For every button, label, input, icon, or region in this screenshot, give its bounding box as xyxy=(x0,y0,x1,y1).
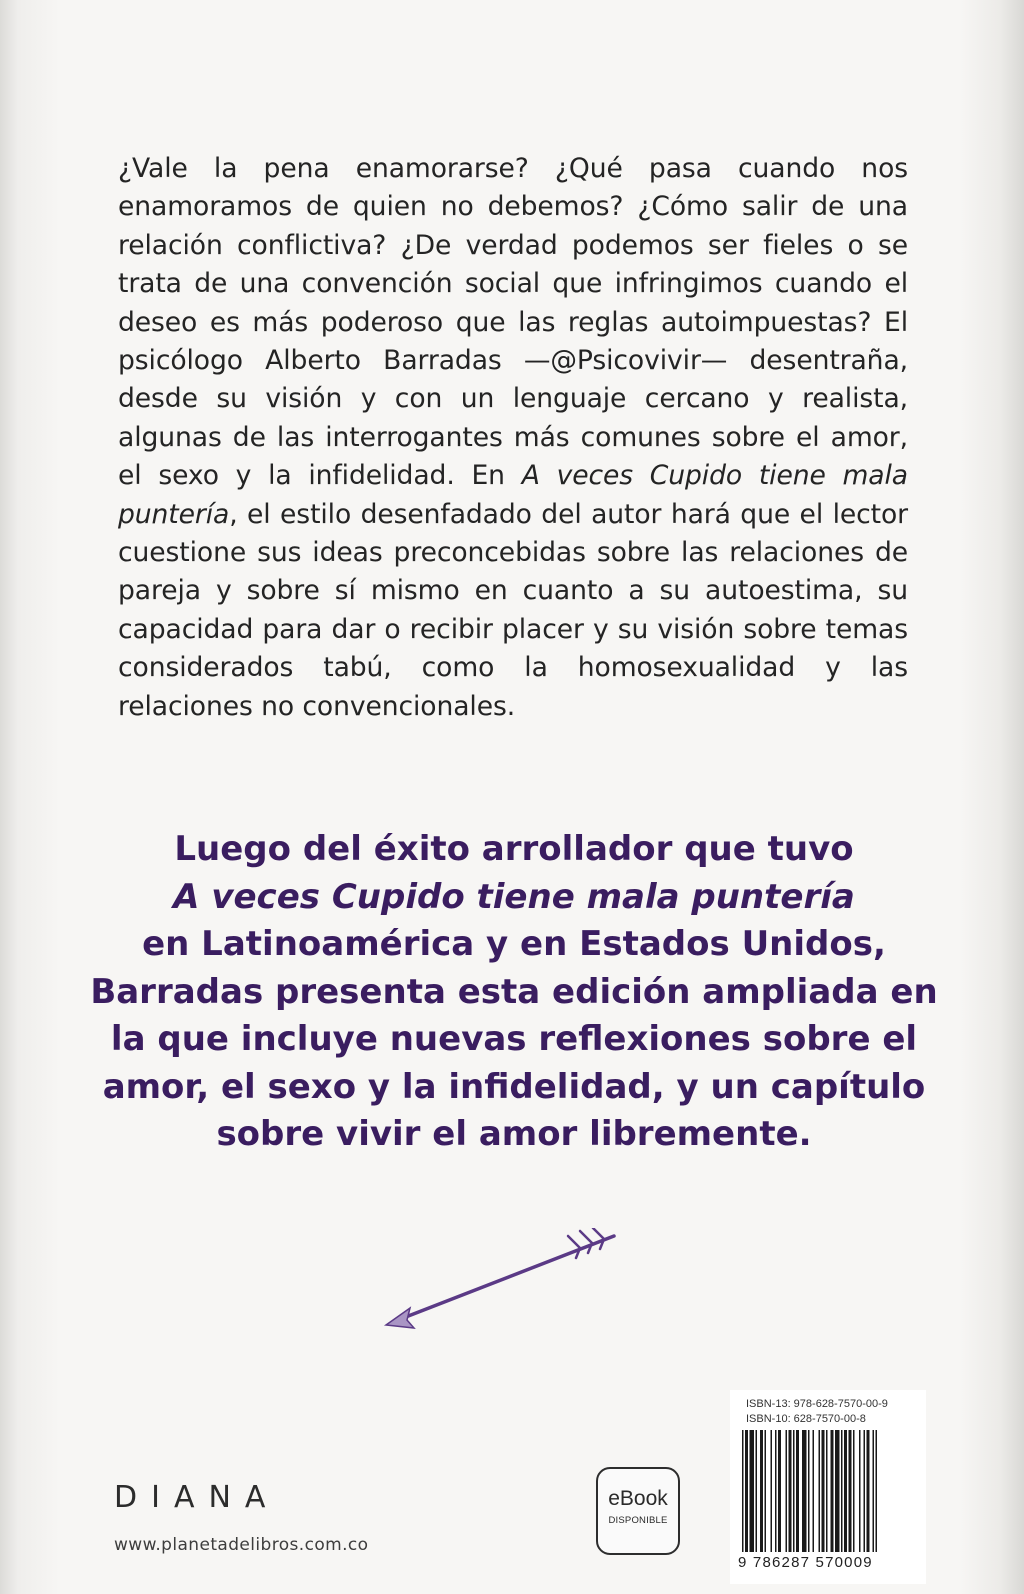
synopsis-text-part1: ¿Vale la pena enamorarse? ¿Qué pasa cuando nos enamoramos de quien no debemos? ¿Cómo salir de una relación conflictiva? ¿De verdad podemos ser fieles o se trata de una convención social que infringimos cuando el deseo es más poderoso que las reglas autoimpuestas? El psicólogo Alberto Barradas —@Psicovivir— desentraña, desde su visión y con un lenguaje cercano y realista, algunas de las interrogantes más comunes sobre el amor, el sexo y la infidelidad. En xyxy=(118,153,908,492)
ebook-sublabel: DISPONIBLE xyxy=(608,1515,668,1526)
publisher-logo: DIANA xyxy=(114,1480,280,1515)
synopsis-paragraph xyxy=(118,150,908,726)
highlight-book-title: A veces Cupido tiene mala puntería xyxy=(173,876,855,917)
ebook-label: eBook xyxy=(608,1487,668,1510)
barcode-digits: 9 786287 570009 xyxy=(738,1554,873,1571)
highlight-paragraph xyxy=(84,826,944,1159)
synopsis-text-part2: , el estilo desenfadado del autor hará que el lector cuestione sus ideas preconcebidas sobre las relaciones de pareja y sobre sí mismo en cuanto a su autoestima, su capacidad para dar o recibir placer y su visión sobre temas considerados tabú, como la homosexualidad y las relaciones no convencionales. xyxy=(118,498,908,722)
publisher-url[interactable]: www.planetadelibros.com.co xyxy=(114,1535,369,1555)
cupid-arrow-icon xyxy=(380,1228,630,1338)
isbn10-text: ISBN-10: 628-7570-00-8 xyxy=(746,1413,866,1425)
isbn-barcode-box xyxy=(730,1390,926,1584)
barcode-icon xyxy=(742,1430,918,1552)
ebook-available-badge xyxy=(596,1467,680,1555)
highlight-line1: Luego del éxito arrollador que tuvo xyxy=(174,829,854,869)
highlight-rest: en Latinoamérica y en Estados Unidos, Barradas presenta esta edición ampliada en la que incluye nuevas reflexiones sobre el amor, el sexo y la infidelidad, y un capítulo sobre vivir el amor libremente. xyxy=(90,924,938,1154)
synopsis-book-title: A veces Cupido tiene mala puntería xyxy=(118,460,908,530)
isbn13-text: ISBN-13: 978-628-7570-00-9 xyxy=(746,1398,888,1410)
